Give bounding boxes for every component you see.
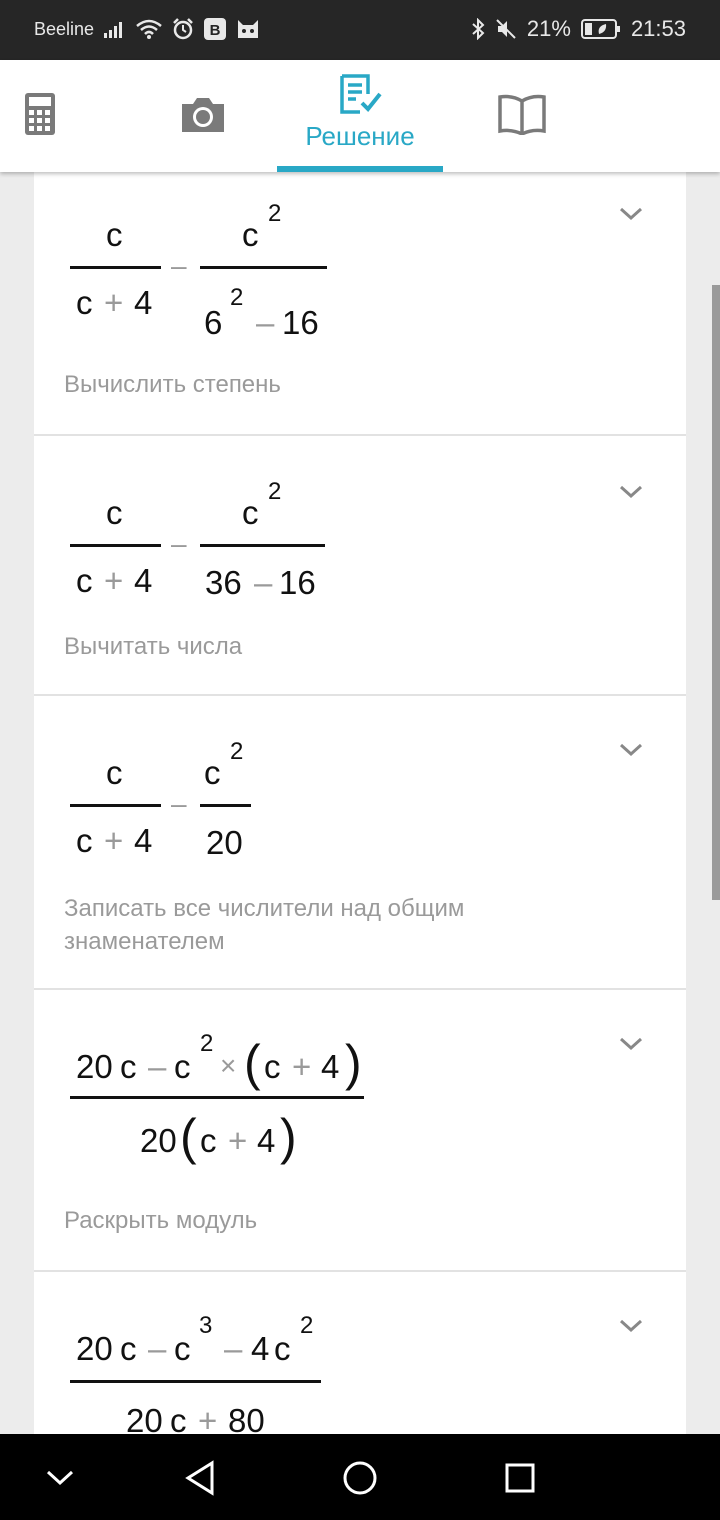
math-text: 20 bbox=[126, 1402, 163, 1434]
cat-app-icon bbox=[236, 18, 260, 40]
back-triangle-icon bbox=[184, 1460, 216, 1496]
math-text: 4 bbox=[321, 1048, 340, 1085]
math-text: c bbox=[200, 1122, 217, 1159]
solution-icon bbox=[338, 74, 382, 119]
math-text: + bbox=[104, 822, 124, 859]
tab-solution[interactable] bbox=[277, 60, 443, 172]
chevron-down-icon bbox=[45, 1468, 75, 1488]
fraction-bar bbox=[200, 266, 327, 269]
carrier-name: Beeline bbox=[34, 18, 95, 39]
math-text: c bbox=[106, 216, 123, 253]
math-text: – bbox=[224, 1330, 243, 1367]
math-text: c bbox=[120, 1048, 137, 1085]
step-expression bbox=[34, 990, 686, 1290]
math-text: + bbox=[292, 1048, 312, 1085]
math-text: 36 bbox=[205, 564, 242, 601]
math-text: ) bbox=[345, 1035, 362, 1091]
math-text: 20 bbox=[76, 1048, 113, 1085]
math-text: ( bbox=[244, 1035, 261, 1091]
battery-icon bbox=[581, 18, 621, 40]
tab-solution-label: Решение bbox=[305, 121, 415, 151]
math-text: c bbox=[76, 284, 93, 321]
math-text: – bbox=[171, 788, 187, 819]
solution-step[interactable] bbox=[34, 436, 686, 696]
math-text: 2 bbox=[200, 1030, 214, 1057]
math-text: – bbox=[148, 1330, 167, 1367]
math-text: c bbox=[170, 1402, 187, 1434]
step-description: Записать все числители над общим знаменателем bbox=[64, 895, 465, 955]
math-text: ( bbox=[180, 1109, 197, 1165]
navigation-bar bbox=[0, 1434, 720, 1520]
step-expression bbox=[34, 436, 686, 736]
wifi-icon bbox=[136, 19, 162, 39]
math-text: 4 bbox=[134, 284, 153, 321]
tab-bar bbox=[0, 60, 720, 172]
step-expression bbox=[34, 172, 686, 472]
scrollbar[interactable] bbox=[712, 285, 720, 900]
vk-icon bbox=[204, 18, 226, 40]
solution-steps-list[interactable] bbox=[34, 172, 686, 1434]
hide-keyboard-button[interactable] bbox=[40, 1458, 80, 1498]
recent-apps-button[interactable] bbox=[500, 1458, 540, 1498]
status-bar bbox=[0, 0, 720, 60]
camera-icon bbox=[182, 96, 224, 137]
fraction-bar bbox=[70, 266, 161, 269]
math-text: + bbox=[228, 1122, 248, 1159]
math-text: c bbox=[274, 1330, 291, 1367]
fraction-bar bbox=[70, 544, 161, 547]
fraction-bar bbox=[70, 804, 161, 807]
math-text: + bbox=[104, 562, 124, 599]
math-text: 4 bbox=[134, 562, 153, 599]
math-text: 20 bbox=[206, 824, 243, 861]
fraction-bar bbox=[200, 544, 325, 547]
svg-text:B: B bbox=[209, 22, 221, 39]
math-text: 4 bbox=[134, 822, 153, 859]
solution-step[interactable] bbox=[34, 1272, 686, 1434]
math-text: c bbox=[76, 822, 93, 859]
math-text: c bbox=[204, 754, 221, 791]
math-text: 16 bbox=[279, 564, 316, 601]
math-text: × bbox=[220, 1050, 237, 1081]
step-description: Вычитать числа bbox=[64, 633, 243, 660]
math-text: – bbox=[171, 528, 187, 559]
home-button[interactable] bbox=[340, 1458, 380, 1498]
math-text: c bbox=[242, 494, 259, 531]
math-text: – bbox=[256, 304, 275, 341]
math-text: 2 bbox=[230, 284, 244, 311]
tab-book[interactable] bbox=[496, 60, 548, 172]
math-text: – bbox=[171, 250, 187, 281]
math-text: c bbox=[174, 1048, 191, 1085]
math-text: 2 bbox=[300, 1312, 314, 1339]
math-text: c bbox=[264, 1048, 281, 1085]
math-text: c bbox=[106, 754, 123, 791]
recents-square-icon bbox=[504, 1462, 536, 1494]
bluetooth-icon bbox=[471, 18, 485, 40]
math-text: + bbox=[104, 284, 124, 321]
tab-calculator[interactable] bbox=[0, 60, 80, 172]
fraction-bar bbox=[70, 1096, 364, 1099]
mute-icon bbox=[495, 18, 517, 40]
math-text: 20 bbox=[76, 1330, 113, 1367]
clock-time: 21:53 bbox=[630, 16, 686, 41]
tab-camera[interactable] bbox=[160, 60, 246, 172]
alarm-icon bbox=[172, 18, 194, 40]
fraction-bar bbox=[200, 804, 251, 807]
book-icon bbox=[498, 93, 546, 140]
math-text: – bbox=[254, 564, 273, 601]
math-text: 6 bbox=[204, 304, 223, 341]
signal-icon bbox=[104, 20, 126, 38]
back-button[interactable] bbox=[180, 1458, 220, 1498]
math-text: c bbox=[120, 1330, 137, 1367]
solution-step[interactable] bbox=[34, 172, 686, 436]
math-text: 2 bbox=[268, 478, 282, 505]
math-text: – bbox=[148, 1048, 167, 1085]
math-text: 4 bbox=[257, 1122, 276, 1159]
fraction-bar bbox=[70, 1380, 321, 1383]
math-text: c bbox=[106, 494, 123, 531]
math-text: 16 bbox=[282, 304, 319, 341]
math-text: 2 bbox=[268, 200, 282, 227]
battery-percent: 21% bbox=[526, 16, 571, 41]
step-description: Вычислить степень bbox=[64, 371, 281, 398]
step-description: Раскрыть модуль bbox=[64, 1207, 258, 1234]
math-text: ) bbox=[280, 1109, 297, 1165]
step-expression bbox=[34, 1272, 686, 1434]
solution-step[interactable] bbox=[34, 990, 686, 1272]
calculator-icon bbox=[25, 93, 55, 140]
math-text: + bbox=[198, 1402, 218, 1434]
math-text: 80 bbox=[228, 1402, 265, 1434]
math-text: c bbox=[242, 216, 259, 253]
home-circle-icon bbox=[342, 1460, 378, 1496]
math-text: c bbox=[174, 1330, 191, 1367]
solution-step[interactable] bbox=[34, 696, 686, 990]
math-text: 20 bbox=[140, 1122, 177, 1159]
math-text: 3 bbox=[199, 1312, 213, 1339]
math-text: 4 bbox=[251, 1330, 270, 1367]
math-text: 2 bbox=[230, 738, 244, 765]
math-text: c bbox=[76, 562, 93, 599]
